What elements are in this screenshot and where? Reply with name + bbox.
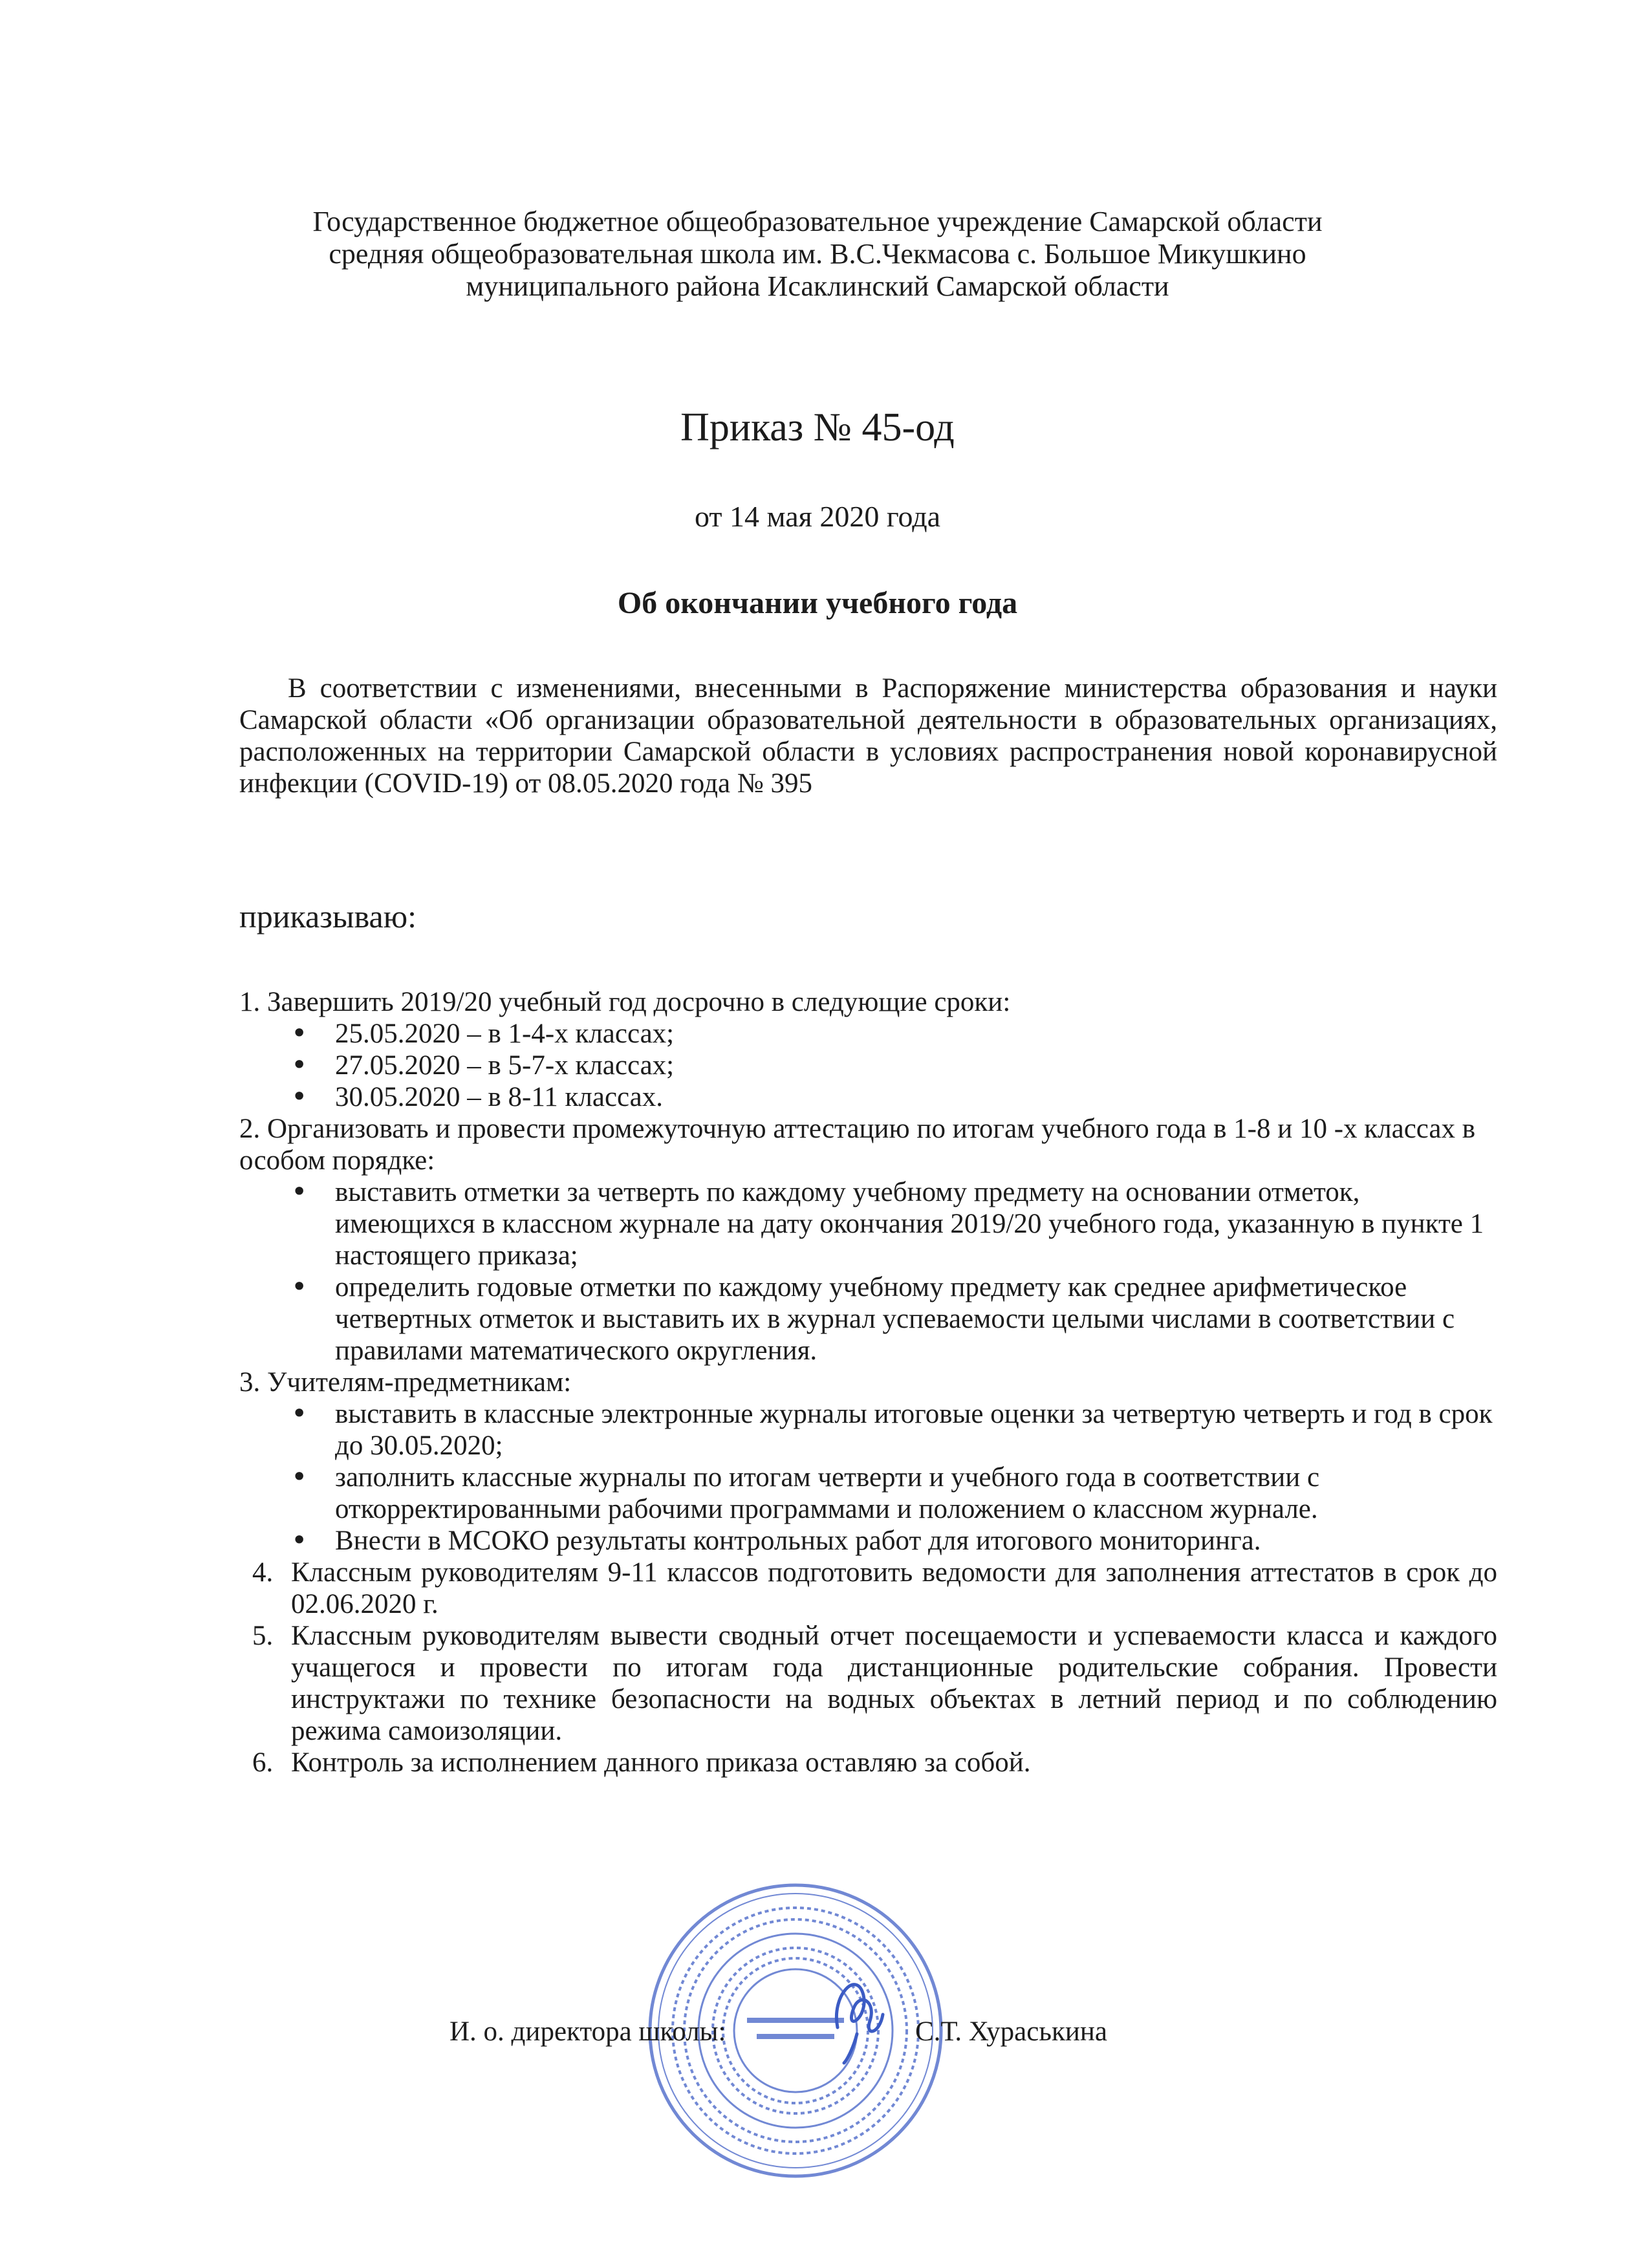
- item-1-bullets: [239, 1018, 1497, 1113]
- item-number: 6.: [252, 1747, 274, 1778]
- item-text: Классным руководителям 9-11 классов подготовить ведомости для заполнения аттестатов в срок до 02.06.2020 г.: [291, 1557, 1497, 1619]
- order-date: от 14 мая 2020 года: [694, 500, 941, 533]
- bullet-text: выставить в классные электронные журналы итоговые оценки за четвертую четверть и год в срок до 30.05.2020;: [335, 1399, 1493, 1461]
- item-number: 5.: [252, 1621, 274, 1651]
- item-text: Контроль за исполнением данного приказа оставляю за собой.: [291, 1747, 1031, 1778]
- order-items: [239, 986, 1497, 1778]
- bullet-icon: •: [291, 1049, 308, 1081]
- bullet-text: определить годовые отметки по каждому учебному предмету как среднее арифметическое четвертных отметок и выставить их в журнал успеваемости целыми числами в соответствии с правилами математического округления.: [335, 1272, 1455, 1366]
- bullet-text: заполнить классные журналы по итогам четверти и учебного года в соответствии с откорректированными рабочими программами и положением о классном журнале.: [335, 1462, 1320, 1524]
- item-1-text: 1. Завершить 2019/20 учебный год досрочно в следующие сроки:: [239, 987, 1011, 1017]
- list-item: [239, 1271, 1499, 1366]
- header-line-3: муниципального района Исаклинский Самарской области: [466, 270, 1169, 302]
- list-item: [239, 1050, 1499, 1081]
- institution-header: [194, 206, 1441, 303]
- bullet-icon: •: [291, 1081, 308, 1113]
- bullet-text: выставить отметки за четверть по каждому учебному предмету на основании отметок, имеющихся в классном журнале на дату окончания 2019/20 учебного года, указанную в пункте 1 настоящего приказа;: [335, 1177, 1484, 1271]
- item-number: 4.: [252, 1557, 274, 1588]
- header-line-1: Государственное бюджетное общеобразовательное учреждение Самарской области: [312, 206, 1323, 237]
- list-item: [239, 1620, 1497, 1747]
- item-3-text: 3. Учителям-предметникам:: [239, 1367, 572, 1398]
- item-2-bullets: [239, 1176, 1497, 1366]
- item-3-bullets: [239, 1398, 1497, 1557]
- bullet-text: 25.05.2020 – в 1-4-х классах;: [335, 1019, 675, 1049]
- list-item: [239, 1557, 1497, 1620]
- bullet-text: 27.05.2020 – в 5-7-х классах;: [335, 1050, 675, 1081]
- item-text: Классным руководителям вывести сводный отчет посещаемости и успеваемости класса и каждого учащегося и провести по итогам года дистанционные родительские собрания. Провести инструктажи по технике безопасности на водных объектах в летний период и по соблюдению режима самоизоляции.: [291, 1621, 1497, 1746]
- bullet-icon: •: [291, 1176, 308, 1208]
- list-item: [239, 1525, 1499, 1557]
- numbered-items: [239, 1557, 1497, 1778]
- list-item: [239, 1747, 1497, 1778]
- handwritten-signature-icon: [818, 1956, 896, 2066]
- list-item: [239, 1018, 1499, 1050]
- header-line-2: средняя общеобразовательная школа им. В.С.Чекмасова с. Большое Микушкино: [329, 238, 1306, 270]
- list-item: [239, 1462, 1499, 1525]
- bullet-icon: •: [291, 1461, 308, 1493]
- director-name: С.Т. Хураськина: [915, 2016, 1107, 2047]
- bullet-icon: •: [291, 1017, 308, 1050]
- list-item: [239, 1081, 1499, 1113]
- bullet-text: 30.05.2020 – в 8-11 классах.: [335, 1082, 663, 1112]
- order-title: Об окончании учебного года: [617, 586, 1018, 620]
- list-item: [239, 1176, 1499, 1271]
- order-number: Приказ № 45-од: [680, 405, 955, 449]
- list-item: [239, 1398, 1499, 1462]
- bullet-icon: •: [291, 1524, 308, 1557]
- signature-block: [449, 2016, 1107, 2048]
- item-2-text: 2. Организовать и провести промежуточную аттестацию по итогам учебного года в 1-8 и 10 -х классах в особом порядке:: [239, 1114, 1476, 1176]
- bullet-icon: •: [291, 1398, 308, 1430]
- director-position: И. о. директора школы:: [449, 2016, 726, 2047]
- decree-word: приказываю:: [239, 898, 417, 934]
- bullet-icon: •: [291, 1271, 308, 1303]
- preamble-paragraph: В соответствии с изменениями, внесенными в Распоряжение министерства образования и науки Самарской области «Об организации образовательной деятельности в образовательных организациях, расположенных на территории Самарской области в условиях распространения новой коронавирусной инфекции (COVID-19) от 08.05.2020 года № 395: [239, 673, 1497, 799]
- bullet-text: Внести в МСОКО результаты контрольных работ для итогового мониторинга.: [335, 1526, 1261, 1556]
